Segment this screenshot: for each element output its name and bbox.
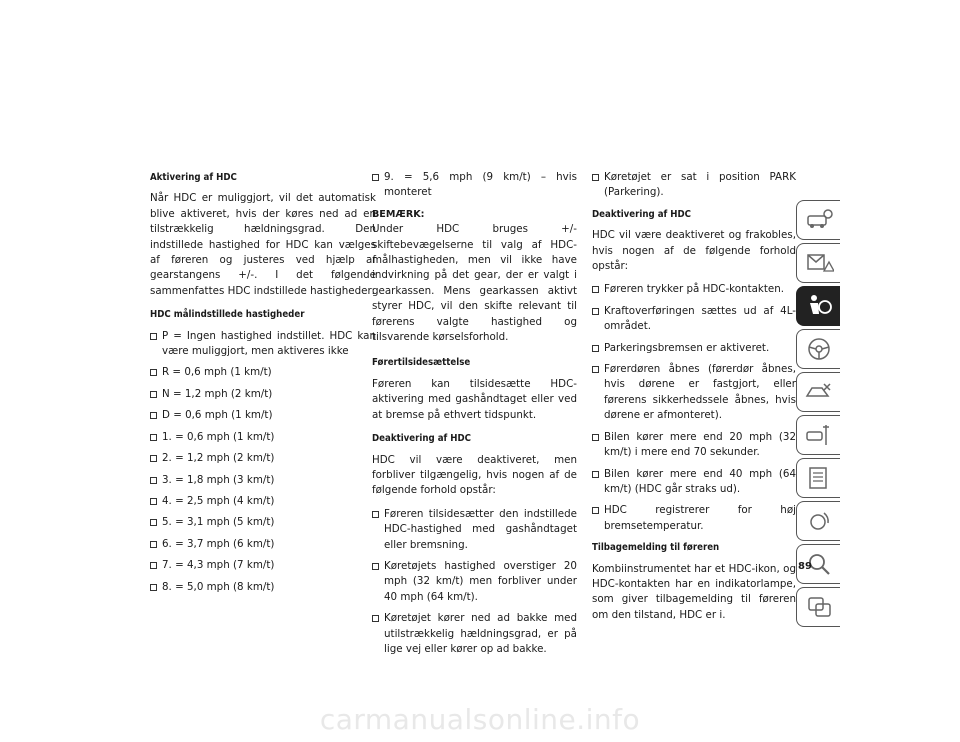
- driver-override-heading: Førertilsidesættelse: [372, 357, 471, 369]
- section-heading-hdc-activation: Aktivering af HDC: [150, 172, 237, 183]
- list-item: Føreren trykker på HDC-kontakten.: [592, 282, 796, 297]
- deactivation-list: [372, 507, 577, 658]
- steering-wheel-icon: [804, 335, 834, 363]
- language-icon: [804, 593, 834, 621]
- list-item: Køretøjet kører ned ad bakke med utilstrækkelig hældningsgrad, er på lige vej eller kører op ad bakke.: [372, 611, 577, 657]
- speed-list: [150, 329, 376, 595]
- list-item: Bilen kører mere end 40 mph (64 km/t) (HDC går straks ud).: [592, 467, 796, 498]
- checkbox-bullet-icon: [150, 541, 157, 548]
- checkbox-bullet-icon: [372, 511, 379, 518]
- checkbox-bullet-icon: [150, 412, 157, 419]
- list-item: P = Ingen hastighed indstillet. HDC kan være muliggjort, men aktiveres ikke: [150, 329, 376, 360]
- hdc-disengage-heading: Deaktivering af HDC: [592, 208, 691, 220]
- car-crash-icon: [804, 378, 834, 406]
- checkbox-bullet-icon: [150, 333, 157, 340]
- checkbox-bullet-icon: [592, 174, 599, 181]
- list-item: 8. = 5,0 mph (8 km/t): [150, 580, 376, 595]
- tab-emergency[interactable]: [796, 372, 840, 412]
- tab-driving[interactable]: [796, 329, 840, 369]
- tab-specifications[interactable]: [796, 458, 840, 498]
- deactivation-list-continued: [592, 170, 796, 201]
- tab-language[interactable]: [796, 587, 840, 627]
- list-item: Bilen kører mere end 20 mph (32 km/t) i mere end 70 sekunder.: [592, 430, 796, 461]
- list-item: 3. = 1,8 mph (3 km/t): [150, 473, 376, 488]
- hdc-target-speeds-heading: HDC målindstillede hastigheder: [150, 309, 305, 321]
- tab-multimedia[interactable]: [796, 501, 840, 541]
- hdc-deactivation-paragraph: HDC vil være deaktiveret, men forbliver tilgængelig, hvis nogen af de følgende forhold opstår:: [372, 453, 577, 497]
- checkbox-bullet-icon: [592, 286, 599, 293]
- list-item: HDC registrerer for høj bremsetemperatur.: [592, 503, 796, 534]
- service-tools-icon: [804, 421, 834, 449]
- list-item: 7. = 4,3 mph (7 km/t): [150, 558, 376, 573]
- tab-service[interactable]: [796, 415, 840, 455]
- column-right: [592, 170, 796, 631]
- airbag-safety-icon: [804, 292, 834, 320]
- checkbox-bullet-icon: [150, 519, 157, 526]
- car-info-icon: [804, 206, 834, 234]
- disengage-list: [592, 282, 796, 534]
- note-block: [372, 207, 577, 346]
- page-number: 89: [798, 561, 812, 572]
- checkbox-bullet-icon: [592, 366, 599, 373]
- list-item: Kraftoverføringen sættes ud af 4L-området.: [592, 304, 796, 335]
- checkbox-bullet-icon: [372, 174, 379, 181]
- checkbox-bullet-icon: [592, 308, 599, 315]
- list-item: Køretøjet er sat i position PARK (Parkering).: [592, 170, 796, 201]
- checkbox-bullet-icon: [592, 471, 599, 478]
- checkbox-bullet-icon: [150, 455, 157, 462]
- checkbox-bullet-icon: [150, 434, 157, 441]
- checkbox-bullet-icon: [150, 562, 157, 569]
- checkbox-bullet-icon: [592, 507, 599, 514]
- tab-car-info[interactable]: [796, 200, 840, 240]
- column-left: [150, 170, 376, 601]
- list-item: Køretøjets hastighed overstiger 20 mph (32 km/t) men forbliver under 40 mph (64 km/t).: [372, 559, 577, 605]
- list-item: 1. = 0,6 mph (1 km/t): [150, 430, 376, 445]
- list-item: 2. = 1,2 mph (2 km/t): [150, 451, 376, 466]
- checkbox-bullet-icon: [150, 584, 157, 591]
- list-item: 6. = 3,7 mph (6 km/t): [150, 537, 376, 552]
- list-item: 5. = 3,1 mph (5 km/t): [150, 515, 376, 530]
- checkbox-bullet-icon: [150, 369, 157, 376]
- checkbox-bullet-icon: [372, 615, 379, 622]
- specifications-list-icon: [804, 464, 834, 492]
- checkbox-bullet-icon: [372, 563, 379, 570]
- list-item: Føreren tilsidesætter den indstillede HDC-hastighed med gashåndtaget eller bremsning.: [372, 507, 577, 553]
- hdc-deactivation-heading: Deaktivering af HDC: [372, 433, 471, 445]
- watermark: carmanualsonline.info: [319, 703, 641, 736]
- list-item: 4. = 2,5 mph (4 km/t): [150, 494, 376, 509]
- checkbox-bullet-icon: [150, 477, 157, 484]
- checkbox-bullet-icon: [150, 498, 157, 505]
- multimedia-icon: [804, 507, 834, 535]
- tab-safety[interactable]: [796, 286, 840, 326]
- hdc-activation-paragraph: Når HDC er muliggjort, vil det automatisk blive aktiveret, hvis der køres ned ad en tilstrækkelig hældningsgrad. Den indstillede hastighed for HDC kan vælges af føreren og justeres ved hjælp af gearstangens +/-. I det følgende sammenfattes HDC indstillede hastigheder:: [150, 192, 376, 297]
- list-item: D = 0,6 mph (1 km/t): [150, 408, 376, 423]
- note-title: BEMÆRK:: [372, 208, 425, 220]
- driver-override-paragraph: Føreren kan tilsidesætte HDC-aktivering med gashåndtaget eller ved at bremse på ethvert tidspunkt.: [372, 377, 577, 421]
- driver-feedback-heading: Tilbagemelding til føreren: [592, 542, 720, 554]
- driver-feedback-paragraph: Kombiinstrumentet har et HDC-ikon, og HDC-kontakten har en indikatorlampe, som giver tilbagemelding til føreren om den tilstand, HDC er i.: [592, 562, 796, 621]
- column-middle: [372, 170, 577, 663]
- list-item: N = 1,2 mph (2 km/t): [150, 387, 376, 402]
- dashboard-warning-icon: [804, 249, 834, 277]
- checkbox-bullet-icon: [592, 345, 599, 352]
- list-item: 9. = 5,6 mph (9 km/t) – hvis monteret: [372, 170, 577, 201]
- list-item: Parkeringsbremsen er aktiveret.: [592, 341, 796, 356]
- checkbox-bullet-icon: [592, 434, 599, 441]
- checkbox-bullet-icon: [150, 391, 157, 398]
- hdc-disengage-paragraph: HDC vil være deaktiveret og frakobles, hvis nogen af de følgende forhold opstår:: [592, 229, 796, 273]
- note-text: Under HDC bruges +/- skiftebevægelserne til valg af HDC-målhastigheden, men vil ikke have indvirkning på det gear, der er valgt i gearkassen. Mens gearkassen aktivt styrer HDC, vil den skifte relevant til førerens valgte hastighed og tilsvarende kørselsforhold.: [372, 223, 577, 344]
- list-item: R = 0,6 mph (1 km/t): [150, 365, 376, 380]
- tab-dashboard[interactable]: [796, 243, 840, 283]
- speed-list-continued: [372, 170, 577, 201]
- list-item: Førerdøren åbnes (førerdør åbnes, hvis dørene er fastgjort, eller førerens sikkerhedssele åbnes, hvis dørene er afmonteret).: [592, 362, 796, 424]
